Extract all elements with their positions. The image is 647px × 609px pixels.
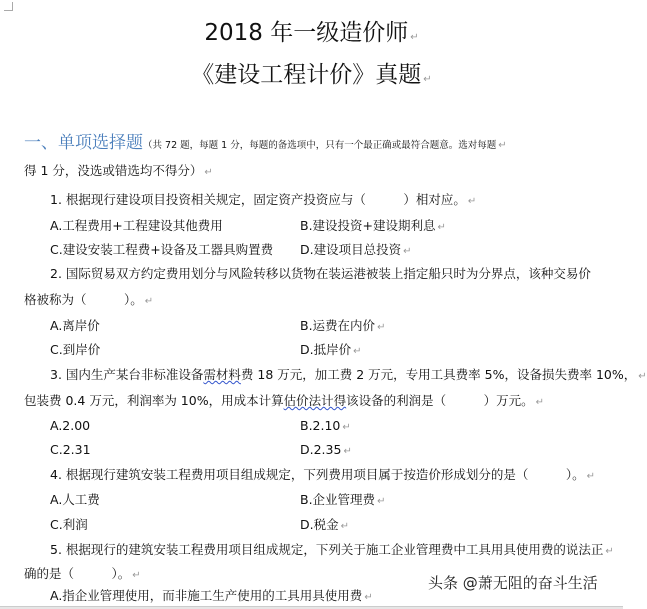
- option-text: D.建设项目总投资: [300, 242, 402, 257]
- section-heading-text: 一、单项选择题: [24, 133, 143, 153]
- q4-option-d: D.税金 ↵: [300, 517, 349, 532]
- q-text: 确的是（ ）。: [24, 566, 131, 581]
- option-text: D.抵岸价: [300, 342, 352, 357]
- q-text-flagged: 需材料: [203, 367, 241, 382]
- q1-option-a: [50, 218, 223, 233]
- option-text: D.税金: [300, 517, 339, 532]
- option-text: C.建设安装工程费+设备及工器具购置费: [50, 242, 274, 257]
- q4-option-a: [50, 492, 100, 507]
- q3-option-c: [50, 442, 91, 457]
- q1-option-c: [50, 242, 273, 257]
- section-note: （共 72 题，每题 1 分，每题的备选项中，只有一个最正确或最符合题意。选对每题: [143, 140, 497, 151]
- q4-option-c: [50, 517, 88, 532]
- q-text: 5. 根据现行的建筑安装工程费用项目组成规定，下列关于施工企业管理费中工具用具使用费的说法正: [50, 542, 604, 557]
- section-note-cont: 得 1 分，没选或错选均不得分） ↵: [24, 163, 213, 178]
- doc-title-line2: 《建设工程计价》真题 ↵: [191, 62, 432, 88]
- doc-title-line1: 2018 年一级造价师 ↵: [204, 20, 419, 46]
- page-corner-mark: [4, 2, 13, 11]
- q2-option-b: B.运费在内价 ↵: [300, 318, 386, 333]
- question-4-stem: 4. 根据现行建筑安装工程费用项目组成规定，下列费用项目属于按造价形成划分的是（ ）。 ↵: [50, 467, 596, 482]
- q3-option-d: D.2.35 ↵: [300, 442, 352, 457]
- option-text: A.指企业管理使用，而非施工生产使用的工具用具使用费: [50, 588, 363, 603]
- q-text: 包装费 0.4 万元，利润率为 10%，用成本计算: [24, 393, 284, 408]
- question-2-stem-cont: 格被称为（ ）。 ↵: [24, 292, 154, 307]
- q4-option-b: B.企业管理费 ↵: [300, 492, 386, 507]
- question-2-stem: [50, 266, 591, 281]
- option-text: A.人工费: [50, 492, 100, 507]
- subtitle-text: 《建设工程计价》真题: [191, 62, 422, 88]
- q3-option-b: B.2.10 ↵: [300, 418, 351, 433]
- q-text: 费 18 万元，加工费 2 万元，专用工具费率 5%，设备损失费率 10%，: [240, 367, 637, 382]
- option-text: B.建设投资+建设期利息: [300, 218, 436, 233]
- q-text: 2. 国际贸易双方约定费用划分与风险转移以货物在装运港被装上指定船只时为分界点，该种交易价: [50, 266, 591, 281]
- option-text: B.企业管理费: [300, 492, 376, 507]
- option-text: C.2.31: [50, 442, 91, 457]
- q5-option-a: A.指企业管理使用，而非施工生产使用的工具用具使用费 ↵: [50, 588, 373, 603]
- q-text: 3. 国内生产某台非标准设备: [50, 367, 204, 382]
- q3-option-a: [50, 418, 90, 433]
- question-3-stem: 3. 国内生产某台非标准设备需材料费 18 万元，加工费 2 万元，专用工具费率 5%，设备损失费率 10%， ↵: [50, 367, 647, 382]
- watermark: 头条 @萧无阻的奋斗生活: [428, 574, 598, 592]
- question-3-stem-cont: 包装费 0.4 万元，利润率为 10%，用成本计算估价法计得该设备的利润是（ ）万元。 ↵: [24, 393, 545, 408]
- option-text: C.利润: [50, 517, 88, 532]
- section-heading: 一、单项选择题（共 72 题，每题 1 分，每题的备选项中，只有一个最正确或最符合题意。选对每题 ↵: [24, 133, 507, 153]
- option-text: A.离岸价: [50, 318, 100, 333]
- q1-option-d: D.建设项目总投资 ↵: [300, 242, 412, 257]
- option-text: D.2.35: [300, 442, 342, 457]
- option-text: B.运费在内价: [300, 318, 376, 333]
- option-text: A.工程费用+工程建设其他费用: [50, 218, 223, 233]
- question-5-stem: 5. 根据现行的建筑安装工程费用项目组成规定，下列关于施工企业管理费中工具用具使用费的说法正 ↵: [50, 542, 614, 557]
- q2-option-a: [50, 318, 100, 333]
- question-5-stem-cont: 确的是（ ）。 ↵: [24, 566, 141, 581]
- option-text: C.到岸价: [50, 342, 101, 357]
- option-text: A.2.00: [50, 418, 91, 433]
- option-text: B.2.10: [300, 418, 341, 433]
- q1-option-b: B.建设投资+建设期利息 ↵: [300, 218, 446, 233]
- q2-option-d: D.抵岸价 ↵: [300, 342, 362, 357]
- q2-option-c: [50, 342, 100, 357]
- q-text: 格被称为（ ）。: [24, 292, 143, 307]
- question-1-stem: 1. 根据现行建设项目投资相关规定，固定资产投资应与（ ）相对应。 ↵: [50, 192, 477, 207]
- title-text: 2018 年一级造价师: [204, 20, 409, 46]
- note-text: 得 1 分，没选或错选均不得分）: [24, 163, 203, 178]
- q-text: 该设备的利润是（ ）万元。: [346, 393, 534, 408]
- q-text: 1. 根据现行建设项目投资相关规定，固定资产投资应与（ ）相对应。: [50, 192, 466, 207]
- q-text: 4. 根据现行建筑安装工程费用项目组成规定，下列费用项目属于按造价形成划分的是（ ）。: [50, 467, 585, 482]
- q-text-flagged: 估价法计得: [283, 393, 347, 408]
